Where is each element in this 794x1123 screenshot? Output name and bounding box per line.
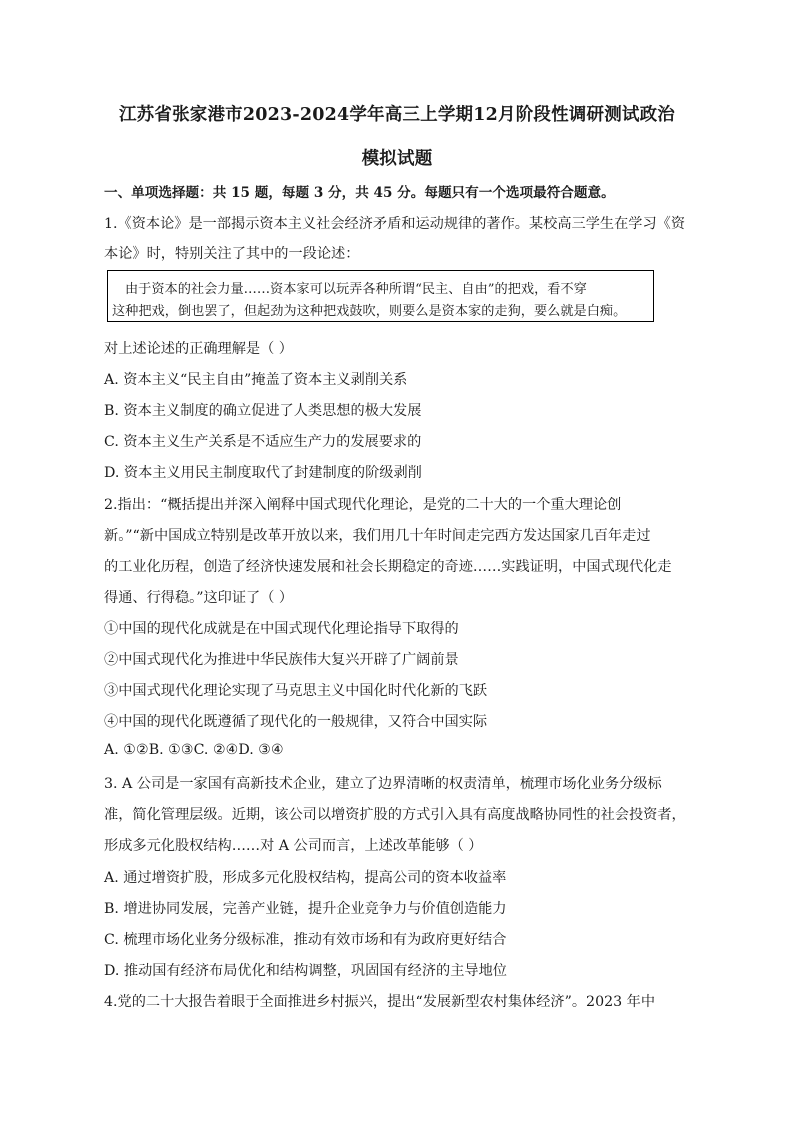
q3-stem-line2: 准，简化管理层级。近期，该公司以增资扩股的方式引入具有高度战略协同性的社会投资者， xyxy=(104,807,686,823)
q1-ask: 对上述论述的正确理解是（ ） xyxy=(104,341,293,357)
q1-quote-line1: 由于资本的社会力量……资本家可以玩弄各种所谓“民主、自由”的把戏，看不穿 xyxy=(125,282,587,297)
q2-stem-line1: 2.指出：“概括提出并深入阐释中国式现代化理论，是党的二十大的一个重大理论创 xyxy=(104,497,622,513)
q3-option-c: C. 梳理市场化业务分级标准，推动有效市场和有为政府更好结合 xyxy=(104,932,507,948)
q2-stem-line3: 的工业化历程，创造了经济快速发展和社会长期稳定的奇迹……实践证明，中国式现代化走 xyxy=(104,559,672,575)
q1-option-c: C. 资本主义生产关系是不适应生产力的发展要求的 xyxy=(104,434,422,450)
q2-item-4: ④中国的现代化既遵循了现代化的一般规律，又符合中国实际 xyxy=(104,714,488,730)
q3-stem-line1: 3. A 公司是一家国有高新技术企业，建立了边界清晰的权责清单，梳理市场化业务分级标 xyxy=(104,776,662,792)
q1-option-a: A. 资本主义“民主自由”掩盖了资本主义剥削关系 xyxy=(104,372,408,388)
document-title-line2: 模拟试题 xyxy=(361,149,433,169)
q1-option-d: D. 资本主义用民主制度取代了封建制度的阶级剥削 xyxy=(104,465,422,481)
q2-item-3: ③中国式现代化理论实现了马克思主义中国化时代化新的飞跃 xyxy=(104,683,488,699)
q1-quote-box xyxy=(107,270,654,322)
q2-item-2: ②中国式现代化为推进中华民族伟大复兴开辟了广阔前景 xyxy=(104,652,459,668)
q1-option-b: B. 资本主义制度的确立促进了人类思想的极大发展 xyxy=(104,403,422,419)
q3-option-d: D. 推动国有经济布局优化和结构调整，巩固国有经济的主导地位 xyxy=(104,963,507,979)
q1-quote-line2: 这种把戏，倒也罢了，但起劲为这种把戏鼓吹，则要么是资本家的走狗，要么就是白痴。 xyxy=(112,304,627,319)
q2-options: A. ①②B. ①③C. ②④D. ③④ xyxy=(104,742,284,758)
q4-stem-line1: 4.党的二十大报告着眼于全面推进乡村振兴，提出“发展新型农村集体经济”。2023 年中 xyxy=(104,994,656,1010)
q3-option-a: A. 通过增资扩股，形成多元化股权结构，提高公司的资本收益率 xyxy=(104,870,507,886)
q2-item-1: ①中国的现代化成就是在中国式现代化理论指导下取得的 xyxy=(104,621,459,637)
q2-stem-line2: 新。”“新中国成立特别是改革开放以来，我们用几十年时间走完西方发达国家几百年走过 xyxy=(104,528,651,544)
q3-option-b: B. 增进协同发展，完善产业链，提升企业竞争力与价值创造能力 xyxy=(104,901,507,917)
q2-stem-line4: 得通、行得稳。”这印证了（ ） xyxy=(104,590,294,606)
q3-stem-line3: 形成多元化股权结构……对 A 公司而言，上述改革能够（ ） xyxy=(104,838,483,854)
section-heading: 一、单项选择题：共 15 题，每题 3 分，共 45 分。每题只有一个选项最符合题意。 xyxy=(104,185,615,201)
document-title-line1: 江苏省张家港市2023-2024学年高三上学期12月阶段性调研测试政治 xyxy=(118,105,676,125)
q1-stem-line2: 本论》时，特别关注了其中的一段论述： xyxy=(104,246,360,262)
q1-stem-line1: 1.《资本论》是一部揭示资本主义社会经济矛盾和运动规律的著作。某校高三学生在学习《资 xyxy=(104,216,686,232)
